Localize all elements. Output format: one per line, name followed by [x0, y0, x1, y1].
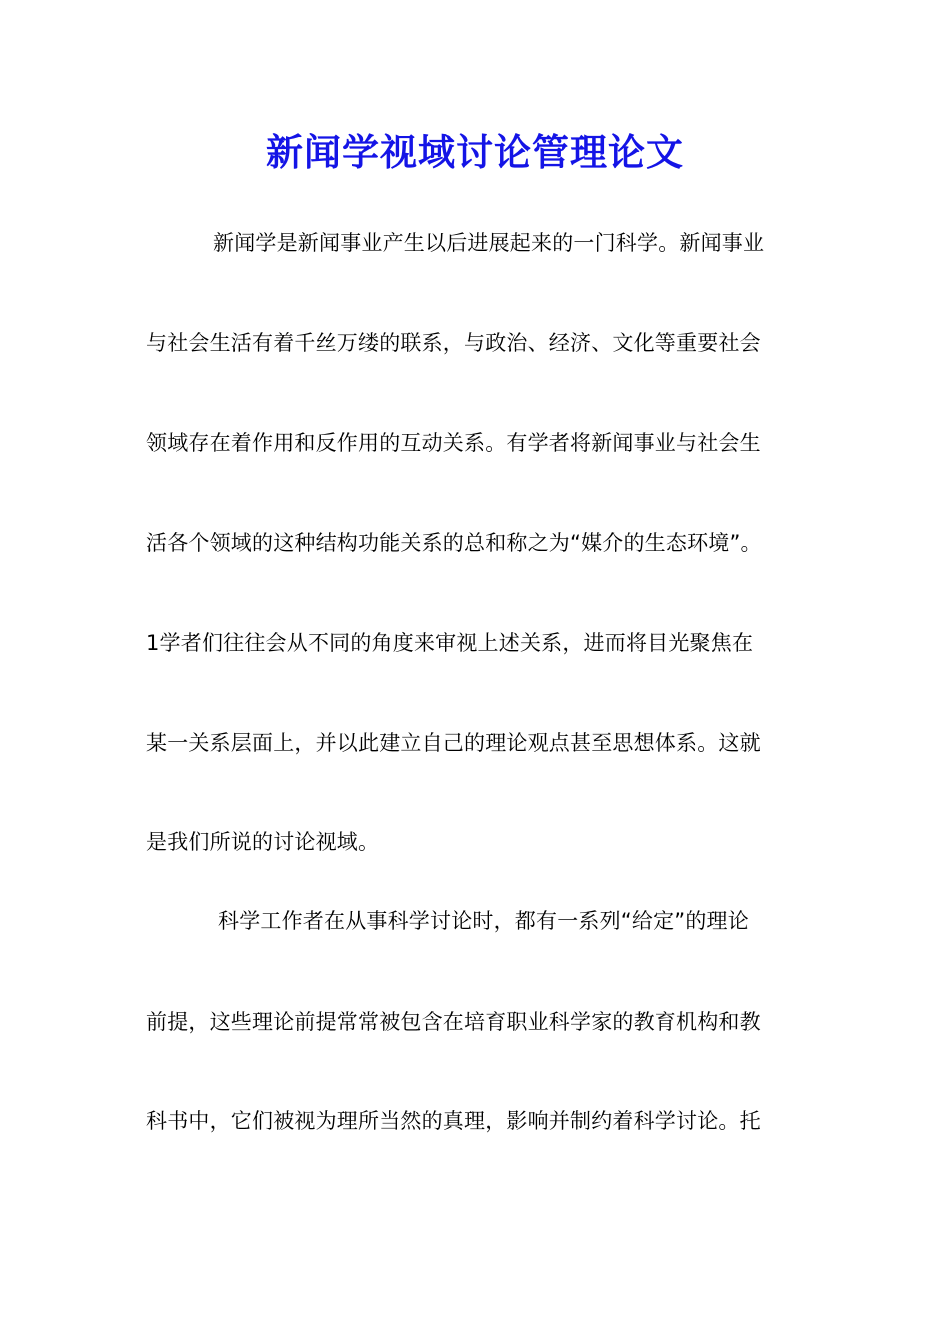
document-title: 新闻学视域讨论管理论文 — [266, 130, 684, 174]
paragraph-line: 科书中，它们被视为理所当然的真理，影响并制约着科学讨论。托 — [146, 1109, 761, 1133]
paragraph-line: 1学者们往往会从不同的角度来审视上述关系，进而将目光聚焦在 — [146, 631, 754, 655]
paragraph-line: 是我们所说的讨论视域。 — [146, 830, 380, 854]
paragraph-line: 前提，这些理论前提常常被包含在培育职业科学家的教育机构和教 — [146, 1010, 761, 1034]
paragraph-line: 活各个领域的这种结构功能关系的总和称之为“媒介的生态环境”。 — [146, 531, 762, 555]
paragraph-line: 某一关系层面上，并以此建立自己的理论观点甚至思想体系。这就 — [146, 731, 761, 755]
paragraph-line: 与社会生活有着千丝万缕的联系，与政治、经济、文化等重要社会 — [146, 331, 761, 355]
paragraph-line: 领域存在着作用和反作用的互动关系。有学者将新闻事业与社会生 — [146, 431, 761, 455]
paragraph-line: 科学工作者在从事科学讨论时，都有一系列“给定”的理论 — [218, 909, 749, 933]
paragraph-line: 新闻学是新闻事业产生以后进展起来的一门科学。新闻事业 — [213, 231, 765, 255]
